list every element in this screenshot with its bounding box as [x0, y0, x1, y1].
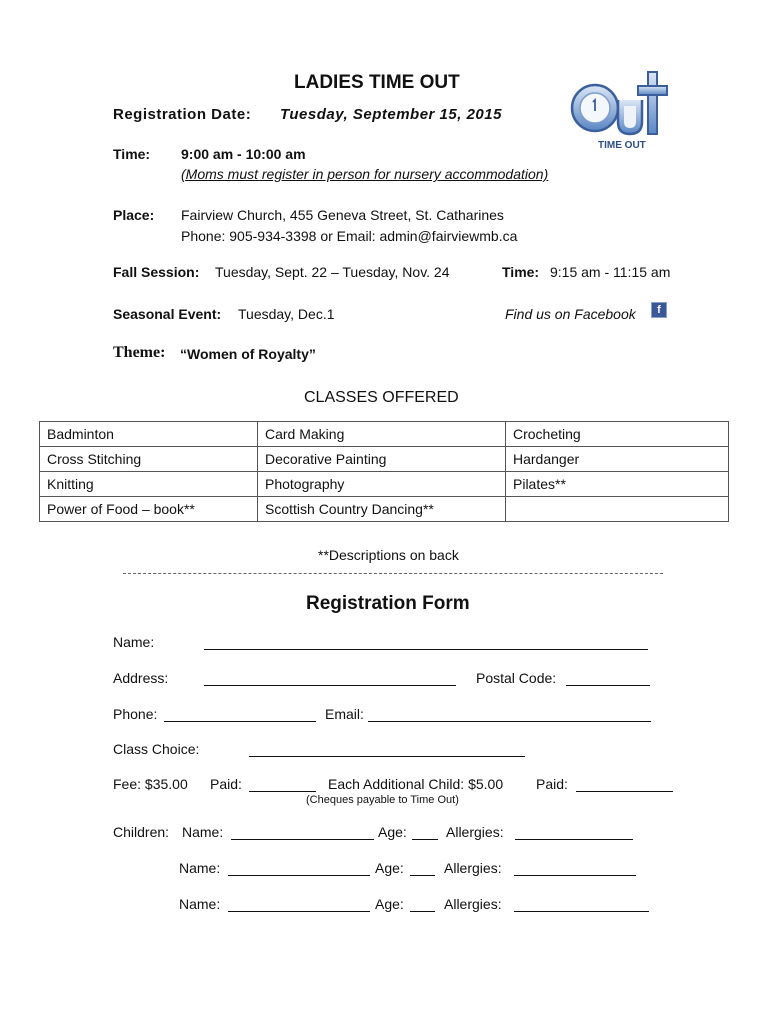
- class-choice-label: Class Choice:: [113, 741, 200, 757]
- fall-time-value: 9:15 am - 11:15 am: [550, 264, 671, 280]
- fall-session-label: Fall Session:: [113, 264, 200, 280]
- child-allergies-field[interactable]: [514, 861, 636, 876]
- child-name-field[interactable]: [228, 861, 370, 876]
- table-cell: Card Making: [258, 422, 506, 447]
- form-title: Registration Form: [306, 593, 470, 614]
- registration-date-value: Tuesday, September 15, 2015: [280, 106, 502, 123]
- theme-label: Theme:: [113, 344, 166, 361]
- cheques-note: (Cheques payable to Time Out): [306, 794, 459, 806]
- seasonal-event-value: Tuesday, Dec.1: [238, 306, 335, 322]
- address-field[interactable]: [204, 671, 456, 686]
- child-allergies-field[interactable]: [515, 825, 633, 840]
- child-name-label: Name:: [179, 896, 221, 912]
- facebook-icon[interactable]: f: [651, 302, 667, 318]
- fee-label: Fee: $35.00: [113, 776, 188, 792]
- page-title: LADIES TIME OUT: [294, 72, 460, 93]
- child-age-field[interactable]: [410, 897, 435, 912]
- postal-code-label: Postal Code:: [476, 670, 557, 686]
- table-row: [40, 497, 729, 522]
- child-name-label: Name:: [179, 860, 221, 876]
- table-cell: Scottish Country Dancing**: [258, 497, 506, 522]
- table-cell: Hardanger: [506, 447, 729, 472]
- child-age-field[interactable]: [412, 825, 438, 840]
- nursery-note: (Moms must register in person for nursery accommodation): [181, 166, 549, 182]
- class-choice-field[interactable]: [249, 742, 525, 757]
- table-cell: Power of Food – book**: [40, 497, 258, 522]
- child-age-field[interactable]: [410, 861, 435, 876]
- table-cell: Badminton: [40, 422, 258, 447]
- table-row: [40, 422, 729, 447]
- name-label: Name:: [113, 634, 155, 650]
- child-age-label: Age:: [375, 860, 404, 876]
- child-name-field[interactable]: [228, 897, 370, 912]
- children-label: Children:: [113, 824, 170, 840]
- classes-heading: CLASSES OFFERED: [304, 389, 459, 406]
- address-label: Address:: [113, 670, 169, 686]
- fall-session-value: Tuesday, Sept. 22 – Tuesday, Nov. 24: [215, 264, 450, 280]
- child-age-label: Age:: [375, 896, 404, 912]
- logo-caption: TIME OUT: [598, 140, 646, 151]
- child-name-label: Name:: [182, 824, 224, 840]
- time-value: 9:00 am - 10:00 am: [181, 146, 306, 162]
- classes-table: [39, 421, 729, 522]
- registration-date-label: Registration Date:: [113, 106, 252, 123]
- table-cell: Cross Stitching: [40, 447, 258, 472]
- table-row: [40, 447, 729, 472]
- table-cell: Knitting: [40, 472, 258, 497]
- additional-child-fee: Each Additional Child: $5.00: [328, 776, 504, 792]
- email-field[interactable]: [368, 707, 651, 722]
- additional-paid-field[interactable]: [576, 777, 673, 792]
- table-cell: Pilates**: [506, 472, 729, 497]
- phone-field[interactable]: [164, 707, 316, 722]
- email-label: Email:: [325, 706, 364, 722]
- child-allergies-label: Allergies:: [444, 860, 502, 876]
- name-field[interactable]: [204, 635, 648, 650]
- postal-code-field[interactable]: [566, 671, 650, 686]
- time-out-logo: [568, 66, 678, 156]
- child-allergies-field[interactable]: [514, 897, 649, 912]
- table-cell: [506, 497, 729, 522]
- descriptions-footnote: **Descriptions on back: [318, 547, 459, 563]
- cut-line: [123, 573, 663, 574]
- child-allergies-label: Allergies:: [444, 896, 502, 912]
- seasonal-event-label: Seasonal Event:: [113, 306, 222, 322]
- table-cell: Photography: [258, 472, 506, 497]
- paid-field[interactable]: [249, 777, 316, 792]
- facebook-link[interactable]: Find us on Facebook: [505, 306, 636, 322]
- table-row: [40, 472, 729, 497]
- theme-value: “Women of Royalty”: [180, 346, 316, 362]
- place-address: Fairview Church, 455 Geneva Street, St. Catharines: [181, 207, 504, 223]
- table-cell: Decorative Painting: [258, 447, 506, 472]
- fall-time-label: Time:: [502, 264, 540, 280]
- time-label: Time:: [113, 146, 151, 162]
- place-contact: Phone: 905-934-3398 or Email: admin@fairviewmb.ca: [181, 228, 518, 244]
- additional-paid-label: Paid:: [536, 776, 568, 792]
- child-age-label: Age:: [378, 824, 407, 840]
- place-label: Place:: [113, 207, 155, 223]
- child-name-field[interactable]: [231, 825, 374, 840]
- paid-label: Paid:: [210, 776, 242, 792]
- child-allergies-label: Allergies:: [446, 824, 504, 840]
- phone-label: Phone:: [113, 706, 158, 722]
- table-cell: Crocheting: [506, 422, 729, 447]
